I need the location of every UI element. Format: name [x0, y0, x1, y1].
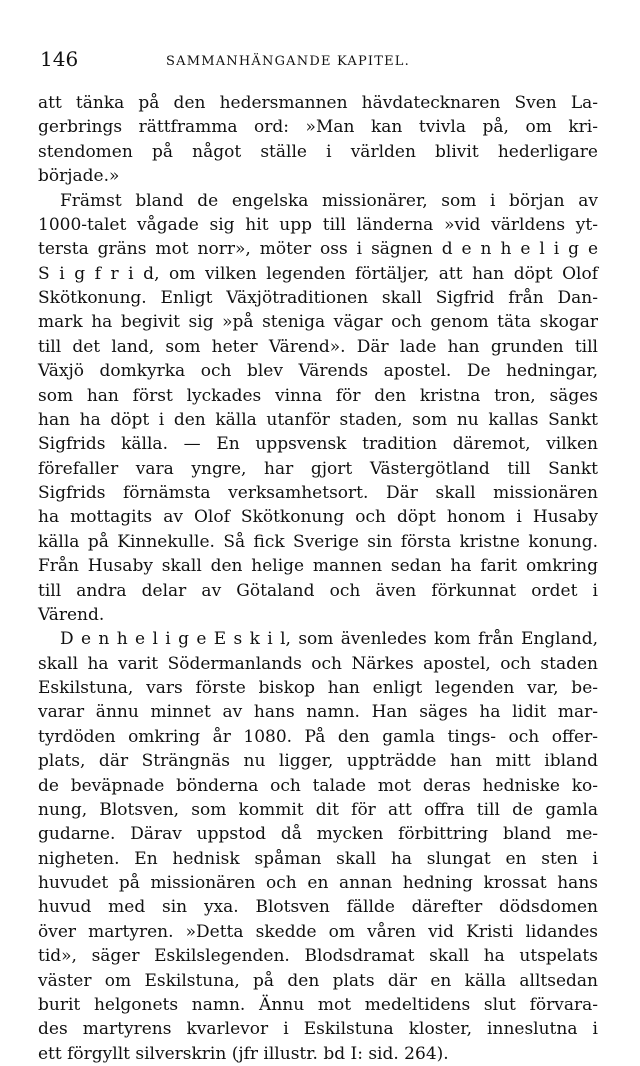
text-line: huvud med sin yxa. Blotsven fällde därefter dödsdomen	[38, 897, 598, 918]
text-line: gerbrings rättframma ord: »Man kan tvivla på, om kri-	[38, 117, 598, 138]
text-line: källa på Kinnekulle. Så fick Sverige sin första kristne konung.	[38, 531, 598, 552]
text-line: som han först lyckades vinna för den kristna tron, säges	[38, 385, 598, 406]
text-line: burit helgonets namn. Ännu mot medeltidens slut förvara-	[38, 994, 598, 1015]
text-line: till andra delar av Götaland och även förkunnat ordet i	[38, 580, 598, 601]
text-line: des martyrens kvarlevor i Eskilstuna kloster, inneslutna i	[38, 1019, 598, 1040]
text-line: Främst bland de engelska missionärer, som i början av	[60, 190, 598, 211]
text-line: började.»	[38, 166, 120, 187]
body-text	[38, 91, 598, 1066]
text-line: varar ännu minnet av hans namn. Han säges ha lidit mar-	[38, 702, 598, 723]
text-line: S i g f r i d, om vilken legenden förtäljer, att han döpt Olof	[38, 263, 598, 284]
text-line: huvudet på missionären och en annan hedning krossat hans	[38, 873, 598, 893]
text-line: tyrdöden omkring år 1080. På den gamla tings- och offer-	[38, 726, 598, 747]
text-line: väster om Eskilstuna, på den plats där en källa alltsedan	[38, 970, 598, 991]
text-line: gudarne. Därav uppstod då mycken förbittring bland me-	[38, 824, 598, 845]
text-line: att tänka på den hedersmannen hävdatecknaren Sven La-	[38, 93, 598, 113]
text-line: Värend.	[38, 604, 105, 625]
text-line: Skötkonung. Enligt Växjötraditionen skall Sigfrid från Dan-	[38, 288, 598, 308]
text-line: till det land, som heter Värend». Där lade han grunden till	[38, 336, 598, 357]
text-line: han ha döpt i den källa utanför staden, som nu kallas Sankt	[38, 409, 598, 430]
text-line: över martyren. »Detta skedde om våren vid Kristi lidandes	[38, 921, 598, 942]
text-line: de beväpnade bönderna och talade mot deras hedniske ko-	[38, 775, 598, 796]
text-line: nigheten. En hednisk spåman skall ha slungat en sten i	[38, 848, 598, 869]
text-line: D e n h e l i g e E s k i l, som ävenledes kom från England,	[60, 629, 598, 650]
text-line: skall ha varit Södermanlands och Närkes apostel, och staden	[38, 653, 598, 674]
text-line: Från Husaby skall den helige mannen sedan ha farit omkring	[38, 556, 598, 577]
text-line: Växjö domkyrka och blev Värends apostel. De hedningar,	[38, 361, 598, 382]
text-line: Sigfrids källa. — En uppsvensk tradition däremot, vilken	[38, 434, 598, 455]
text-line: mark ha begivit sig »på steniga vägar och genom täta skogar	[38, 312, 598, 333]
text-line: stendomen på något ställe i världen blivit hederligare	[38, 141, 598, 162]
text-line: 1000-talet vågade sig hit upp till länderna »vid världens yt-	[38, 214, 598, 235]
text-line: Sigfrids förnämsta verksamhetsort. Där skall missionären	[38, 483, 598, 503]
text-line: tersta gräns mot norr», möter oss i sägnen d e n h e l i g e	[38, 239, 598, 260]
text-line: plats, där Strängnäs nu ligger, uppträdde han mitt ibland	[38, 751, 598, 772]
running-head: SAMMANHÄNGANDE KAPITEL.	[166, 54, 410, 69]
text-line: tid», säger Eskilslegenden. Blodsdramat skall ha utspelats	[38, 946, 598, 967]
text-line: ett förgyllt silverskrin (jfr illustr. bd I: sid. 264).	[38, 1043, 449, 1064]
text-line: Eskilstuna, vars förste biskop han enligt legenden var, be-	[38, 678, 598, 698]
text-line: förefaller vara yngre, har gjort Västergötland till Sankt	[38, 458, 598, 479]
text-line: nung, Blotsven, som kommit dit för att offra till de gamla	[38, 799, 598, 820]
text-line: ha mottagits av Olof Skötkonung och döpt honom i Husaby	[38, 507, 598, 528]
page-number: 146	[40, 47, 79, 71]
